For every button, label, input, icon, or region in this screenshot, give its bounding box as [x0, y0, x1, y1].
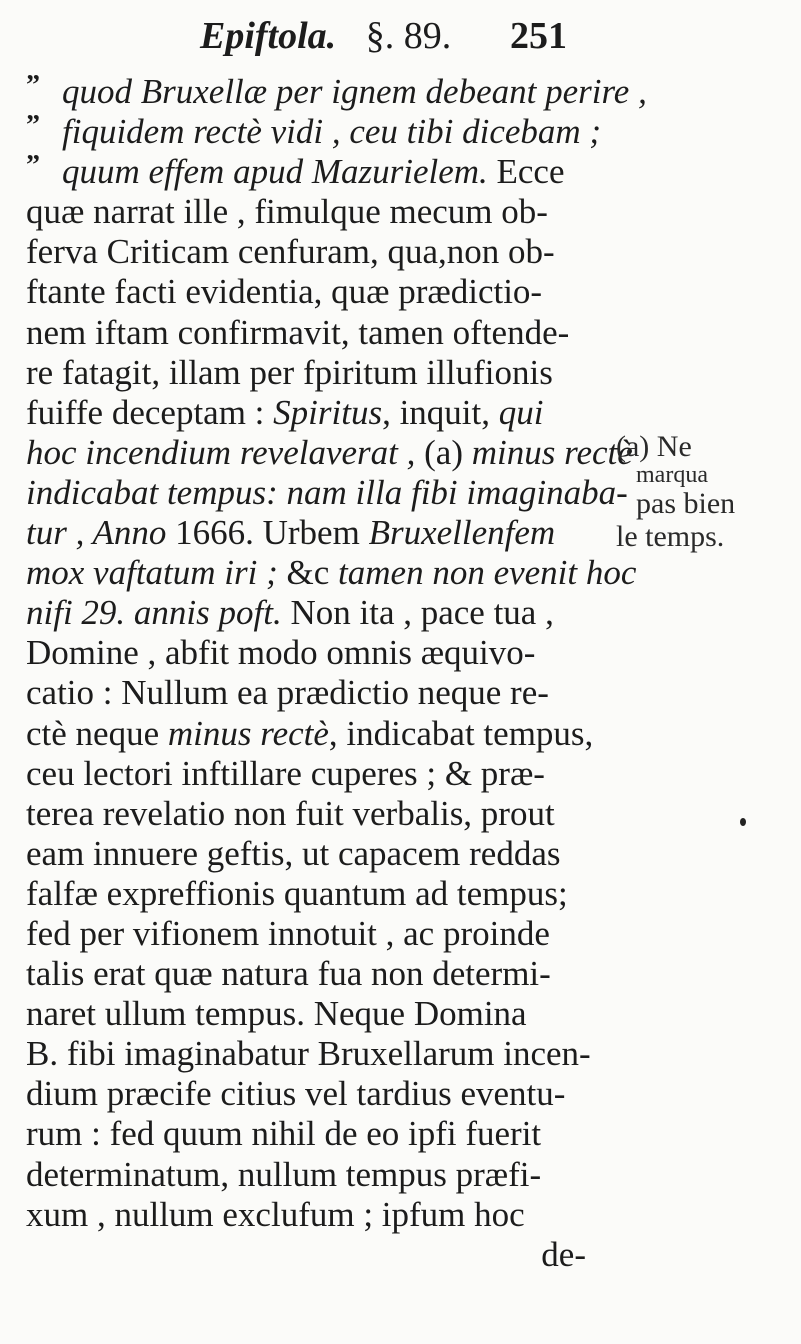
text-line [26, 794, 626, 834]
text-line [26, 1034, 626, 1074]
text-line [26, 152, 626, 192]
marginal-note-line: pas bien [636, 487, 736, 520]
text-segment: , indicabat tempus, [328, 713, 594, 753]
text-segment: B. fibi imaginabatur Bruxellarum incen- [26, 1034, 591, 1074]
text-segment: (a) [424, 432, 472, 472]
text-segment: talis erat quæ natura fua non determi- [26, 954, 551, 994]
text-segment: ferva Criticam cenfuram, qua,non ob- [26, 232, 555, 272]
text-segment: &c [286, 553, 330, 593]
text-segment: catio : Nullum ea prædictio neque re- [26, 673, 549, 713]
marginal-note-line: (a) Ne [616, 430, 692, 463]
marginal-note-line: marqua [636, 462, 708, 488]
text-line [26, 513, 626, 553]
text-line [26, 754, 626, 794]
text-line [26, 874, 626, 914]
running-head [200, 14, 620, 58]
text-segment: Bruxellenfem [368, 513, 556, 553]
text-segment: fed per vifionem innotuit , ac proinde [26, 913, 550, 953]
text-segment: determinatum, nullum tempus præfi- [26, 1154, 542, 1194]
text-segment: minus rectè [167, 713, 329, 753]
text-segment: xum , nullum exclufum ; ipfum hoc [26, 1194, 525, 1234]
text-segment: ftante facti evidentia, quæ prædictio- [26, 272, 543, 312]
text-line [26, 1114, 626, 1154]
text-line [26, 272, 626, 312]
text-segment: Spiritus [273, 392, 383, 432]
text-segment: falfæ expreffionis quantum ad tempus; [26, 873, 568, 913]
text-segment: tamen non evenit hoc [329, 553, 637, 593]
text-segment: dium præcife citius vel tardius eventu- [26, 1074, 566, 1114]
page-number: 251 [510, 15, 567, 57]
text-segment: ceu lectori inftillare cuperes ; & præ- [26, 753, 545, 793]
text-segment: re fatagit, illam per fpiritum illufionis [26, 352, 553, 392]
text-line [26, 112, 626, 152]
text-line [26, 633, 626, 673]
text-segment: naret ullum tempus. Neque Domina [26, 994, 527, 1034]
text-segment: mox vaftatum iri ; [26, 553, 287, 593]
text-line [26, 192, 626, 232]
text-line [26, 994, 626, 1034]
text-segment: fuiffe deceptam : [26, 392, 274, 432]
text-line [26, 70, 647, 112]
text-segment: quæ narrat ille , fimulque mecum ob- [26, 192, 548, 232]
ink-speck [740, 818, 746, 826]
text-segment: indicabat tempus: nam illa fibi imaginaba- [26, 472, 628, 512]
text-segment: Domine , abfit modo omnis æquivo- [26, 633, 536, 673]
text-segment: minus rectè [471, 432, 633, 472]
quote-mark: ” [26, 110, 40, 142]
text-line [26, 673, 626, 713]
text-segment: Anno [92, 513, 167, 553]
running-head-section: §. 89. [365, 15, 452, 57]
text-line [26, 313, 626, 353]
catchword: de- [541, 1234, 586, 1274]
body-text [26, 70, 647, 1275]
text-segment: Ecce [487, 152, 565, 192]
running-head-title: Epiftola. [200, 15, 337, 57]
text-line [26, 593, 626, 633]
text-line [26, 353, 626, 393]
text-line [26, 1195, 626, 1235]
text-line [26, 432, 633, 473]
text-segment: tur , [26, 513, 93, 553]
marginal-note-line: le temps. [616, 520, 725, 553]
text-segment: hoc incendium revelaverat , [26, 432, 425, 472]
marginal-note [616, 430, 796, 553]
text-line [26, 473, 626, 513]
text-segment: Non ita , pace tua , [281, 593, 554, 633]
text-segment: ctè neque [26, 713, 168, 753]
text-line [26, 393, 626, 433]
text-line [26, 553, 637, 593]
quote-mark: ” [26, 70, 40, 101]
text-segment: quod Bruxellæ per ignem debeant perire , [62, 72, 647, 111]
text-line [26, 1155, 626, 1195]
text-segment: qui [498, 392, 544, 432]
text-segment: , inquit, [382, 392, 499, 432]
text-line [26, 1074, 626, 1114]
text-line [26, 914, 626, 954]
text-line [26, 232, 626, 272]
text-segment: 1666. Urbem [166, 513, 369, 553]
text-segment: terea revelatio non fuit verbalis, prout [26, 793, 555, 833]
text-segment: nem iftam confirmavit, tamen oftende- [26, 312, 570, 352]
text-line [26, 714, 626, 754]
text-segment: nifi 29. annis poft. [26, 593, 282, 633]
text-segment: eam innuere geftis, ut capacem reddas [26, 833, 561, 873]
text-segment: rum : fed quum nihil de eo ipfi fuerit [26, 1114, 542, 1154]
text-line [26, 834, 626, 874]
text-line [26, 954, 626, 994]
text-segment: quum effem apud Mazurielem. [62, 152, 488, 192]
quote-mark: ” [26, 150, 40, 182]
text-segment: fiquidem rectè vidi , ceu tibi dicebam ; [62, 112, 602, 152]
